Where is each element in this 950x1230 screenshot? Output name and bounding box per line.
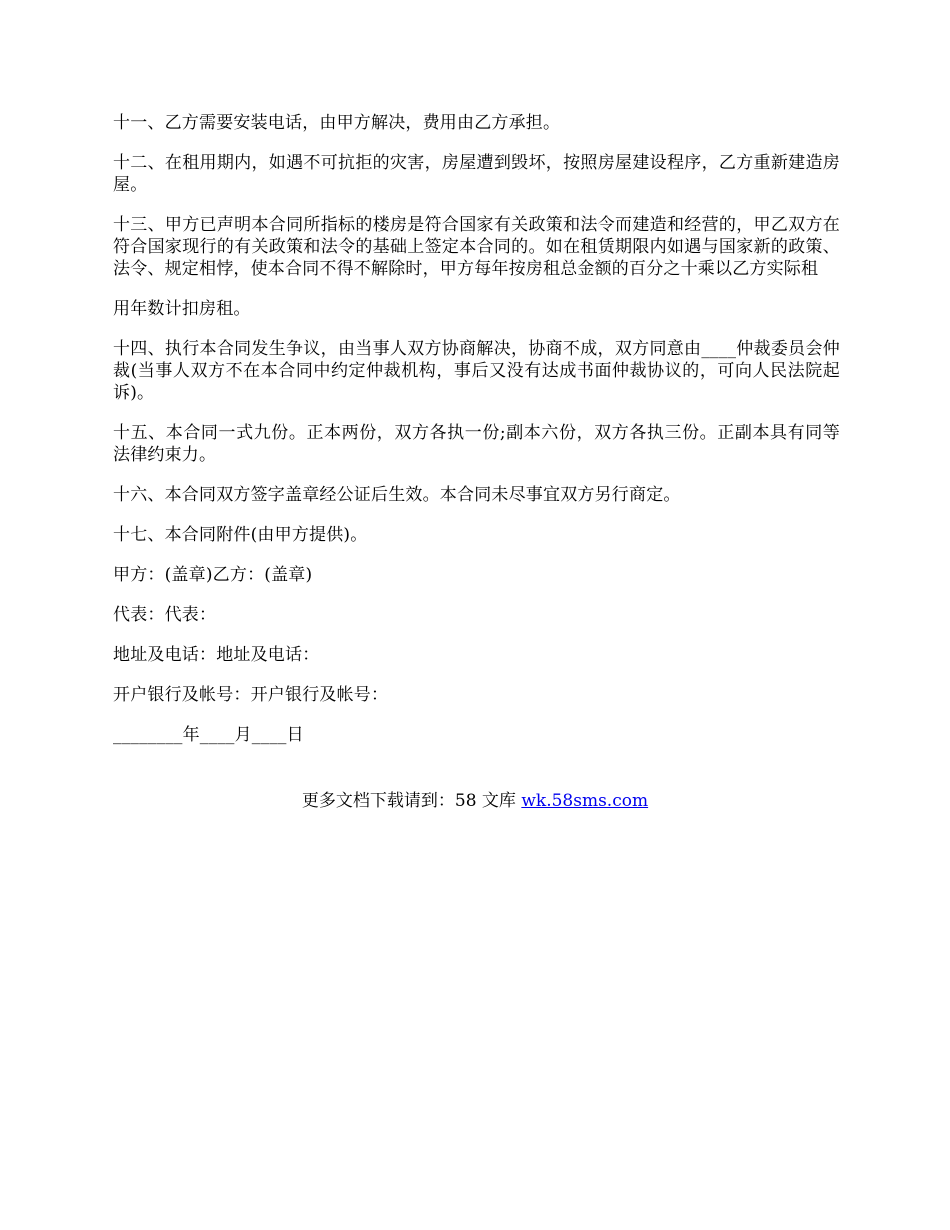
signature-bank-account: 开户银行及帐号：开户银行及帐号： bbox=[113, 685, 389, 705]
footer-link[interactable]: wk.58sms.com bbox=[521, 791, 649, 811]
clause-17: 十七、本合同附件(由甲方提供)。 bbox=[113, 525, 368, 545]
download-footer bbox=[0, 790, 950, 812]
clause-12: 十二、在租用期内，如遇不可抗拒的灾害，房屋遭到毁坏，按照房屋建设程序，乙方重新建造房屋。 bbox=[113, 153, 840, 195]
clause-11: 十一、乙方需要安装电话，由甲方解决，费用由乙方承担。 bbox=[113, 113, 561, 133]
clause-14: 十四、执行本合同发生争议，由当事人双方协商解决，协商不成，双方同意由____仲裁委员会仲裁(当事人双方不在本合同中约定仲裁机构，事后又没有达成书面仲裁协议的，可向人民法院起诉)。 bbox=[113, 339, 840, 403]
clause-13: 十三、甲方已声明本合同所指标的楼房是符合国家有关政策和法令而建造和经营的，甲乙双方在符合国家现行的有关政策和法令的基础上签定本合同的。如在租赁期限内如遇与国家新的政策、法令、规定相悖，使本合同不得不解除时，甲方每年按房租总金额的百分之十乘以乙方实际租 bbox=[113, 215, 840, 279]
document-body bbox=[113, 112, 840, 764]
signature-address-phone: 地址及电话：地址及电话： bbox=[113, 645, 320, 665]
clause-15: 十五、本合同一式九份。正本两份，双方各执一份;副本六份，双方各执三份。正副本具有同等法律约束力。 bbox=[113, 423, 840, 465]
signature-representatives: 代表：代表： bbox=[113, 605, 217, 625]
clause-13-continued: 用年数计扣房租。 bbox=[113, 299, 251, 319]
signature-parties: 甲方：(盖章)乙方：(盖章) bbox=[113, 565, 313, 585]
signature-date: ________年____月____日 bbox=[113, 725, 304, 745]
clause-16: 十六、本合同双方签字盖章经公证后生效。本合同未尽事宜双方另行商定。 bbox=[113, 485, 681, 505]
footer-text: 更多文档下载请到：58 文库 bbox=[301, 791, 522, 811]
